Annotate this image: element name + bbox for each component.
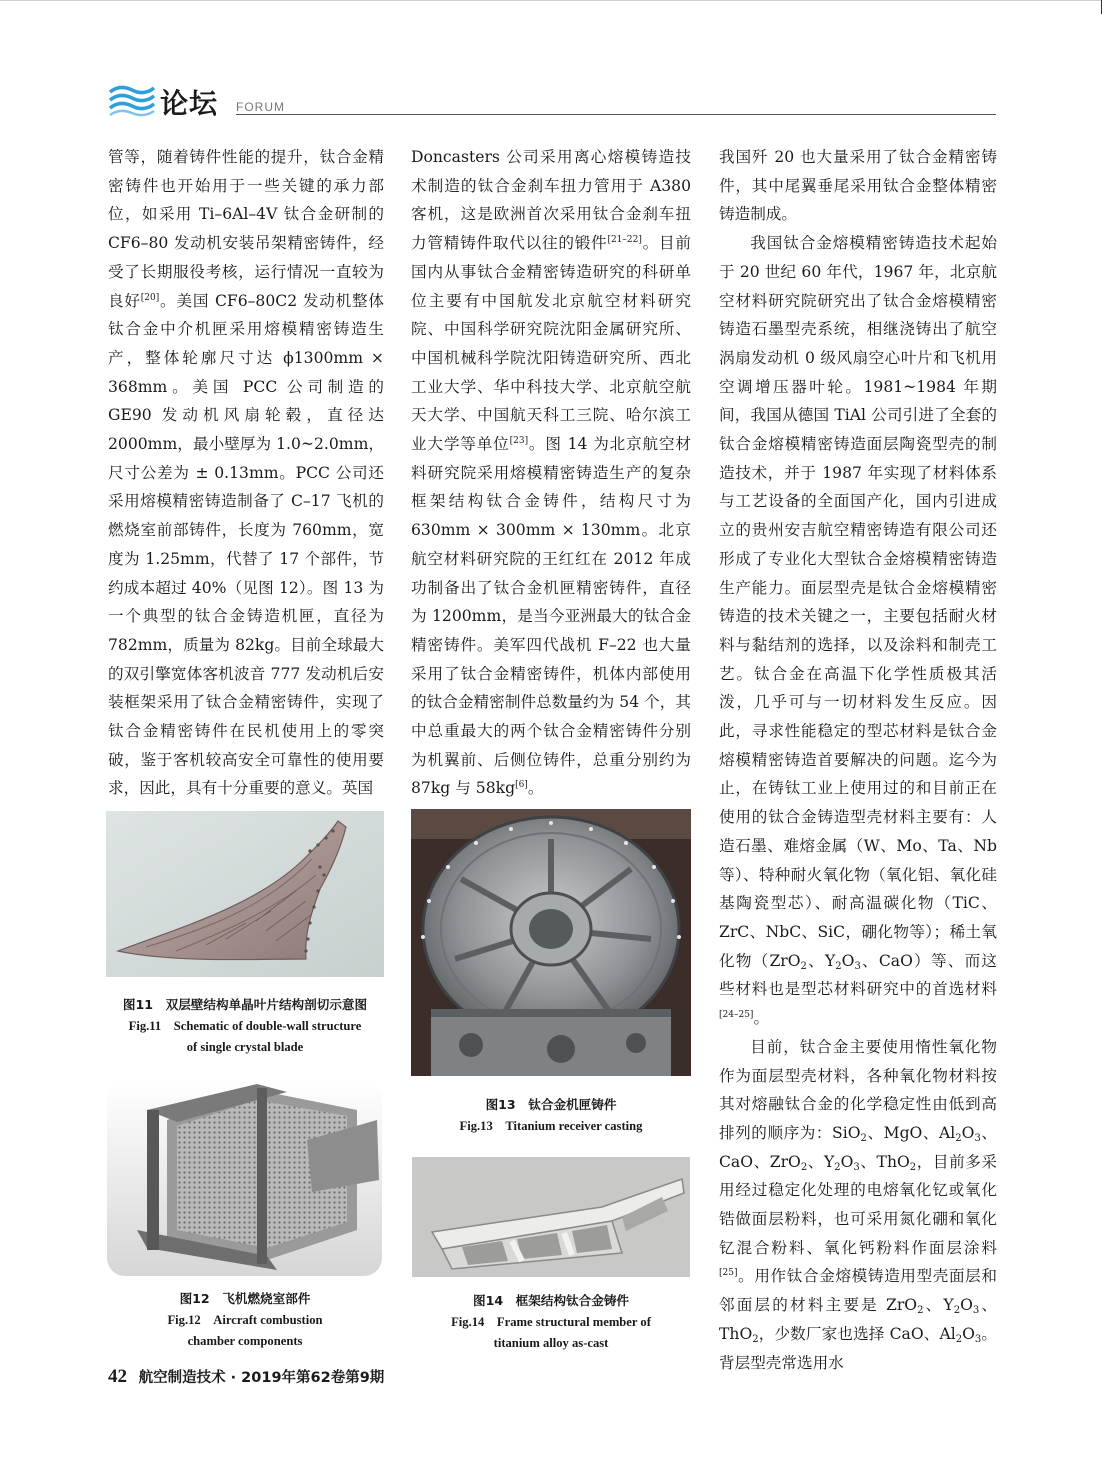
paragraph: 我国歼 20 也大量采用了钛合金精密铸件，其中尾翼垂尾采用钛合金整体精密铸造制成。 — [719, 148, 997, 224]
citation: [21–22] — [607, 235, 642, 246]
header-rule — [236, 114, 996, 115]
wave-logo-icon — [108, 82, 156, 118]
citation: [23] — [509, 436, 529, 447]
paragraph: Doncasters 公司采用离心熔模铸造技术制造的钛合金刹车扭力管用于 A380 客机，这是欧洲首次采用钛合金刹车扭力管精铸件取代以往的锻件[21–22]。目前国内从事钛合金精密铸造研究的科研单位主要有中国航发北京航空材料研究院、中国科学研究院沈阳金属研究所、中国机械科学院沈阳铸造研究所、西北工业大学、华中科技大学、北京航空航天大学、中国航天科工三院、哈尔滨工业大学等单位[23]。图 14 为北京航空材料研究院采用熔模精密铸造生产的复杂框架结构钛合金铸件，结构尺寸为 630mm × 300mm × 130mm。北京航空材料研究院的王红红在 2012 年成功制备出了钛合金机匣精密铸件，直径为 1200mm，是当今亚洲最大的钛合金精密铸件。美军四代战机 F–22 也大量采用了钛合金精密铸件，机体内部使用的钛合金精密制件总数量约为 54 个，其中总重最大的两个钛合金精密铸件分别为机翼前、后侧位铸件，总重分别约为 87kg 与 58kg[6]。 — [411, 148, 691, 798]
paragraph: 我国钛合金熔模精密铸造技术起始于 20 世纪 60 年代，1967 年，北京航空材料研究院研究出了钛合金熔模精密铸造石墨型壳系统，相继浇铸出了航空涡扇发动机 0 级风扇空心叶片和飞机用空调增压器叶轮。1981~1984 年期间，我国从德国 TiAl 公司引进了全套的钛合金熔模精密铸造面层陶瓷型壳的制造技术，并于 1987 年实现了材料体系与工艺设备的全面国产化，国内引进成立的贵州安吉航空精密铸造有限公司还形成了专业化大型钛合金熔模精密铸造生产能力。面层型壳是钛合金熔模精密铸造的技术关键之一，主要包括耐火材料与黏结剂的选择，以及涂料和制壳工艺。钛合金在高温下化学性质极其活泼，几乎可与一切材料发生反应。因此，寻求性能稳定的型芯材料是钛合金熔模精密铸造首要解决的问题。迄今为止，在铸钛工业上使用过的和目前正在使用的钛合金铸造型壳材料主要有：人造石墨、难熔金属（W、Mo、Ta、Nb 等）、特种耐火氧化物（氧化铝、氧化硅基陶瓷型芯）、耐高温碳化物（TiC、ZrC、NbC、SiC，硼化物等）；稀土氧化物（ZrO$_2$、$Y_2O_3$、CaO）等、而这些材料也是型芯材料研究中的首选材料[24–25]。 — [719, 234, 998, 1028]
page-number: 42 — [108, 1366, 127, 1387]
figure-11-caption: 图11 双层壁结构单晶叶片结构剖切示意图 Fig.11 Schematic of double-wall structure of single crystal blade — [122, 997, 368, 1054]
figure-14-image — [412, 1157, 690, 1277]
section-title: 论坛 — [160, 87, 219, 120]
paragraph: 目前，钛合金主要使用惰性氧化物作为面层型壳材料，各种氧化物材料按其对熔融钛合金的化学稳定性由低到高排列的顺序为：SiO$_2$、MgO、$Al_2O_3$、CaO、ZrO$_2$、$Y_2O_3$、ThO$_2$，目前多采用经过稳定化处理的电熔氧化钇或氧化锆做面层粉料，也可采用氮化硼和氧化钇混合粉料、氧化钙粉料作面层涂料[25]。用作钛合金熔模铸造用型壳面层和邻面层的材料主要是 ZrO$_2$、$Y_2O_3$、ThO$_2$，少数厂家也选择 CaO、$Al_2O_3$。背层型壳常选用水 — [719, 1037, 997, 1372]
text-column-1 — [108, 143, 384, 803]
citation: [6] — [515, 780, 528, 791]
paragraph: 管等，随着铸件性能的提升，钛合金精密铸件也开始用于一些关键的承力部位，如采用 Ti–6Al–4V 钛合金研制的 CF6–80 发动机安装吊架精密铸件，经受了长期服役考核，运行情况一直较为良好[20]。美国 CF6–80C2 发动机整体钛合金中介机匣采用熔模精密铸造生产，整体轮廓尺寸达 ϕ1300mm × 368mm。美国 PCC 公司制造的 GE90 发动机风扇轮毂，直径达 2000mm，最小壁厚为 1.0~2.0mm，尺寸公差为 ± 0.13mm。PCC 公司还采用熔模精密铸造制备了 C–17 飞机的燃烧室前部铸件，长度为 760mm，宽度为 1.25mm，代替了 17 个部件，节约成本超过 40%（见图 12）。图 13 为一个典型的钛合金铸造机匣，直径为 782mm，质量为 82kg。目前全球最大的双引擎宽体客机波音 777 发动机后安装框架采用了钛合金精密铸件，实现了钛合金精密铸件在民机使用上的零突破，鉴于客机较高安全可靠性的使用要求，因此，具有十分重要的意义。英国 — [108, 148, 384, 798]
figure-12-image — [107, 1080, 382, 1276]
figure-12-caption: 图12 飞机燃烧室部件 Fig.12 Aircraft combustion chamber components — [167, 1291, 323, 1348]
figure-13-caption: 图13 钛合金机匣铸件 Fig.13 Titanium receiver casting — [459, 1097, 643, 1133]
text-column-3 — [719, 143, 997, 1377]
citation: [25] — [719, 1268, 738, 1279]
citation: [24–25] — [719, 1010, 754, 1021]
text-column-2 — [411, 143, 691, 803]
figure-14-caption: 图14 框架结构钛合金铸件 Fig.14 Frame structural member of titanium alloy as-cast — [451, 1293, 651, 1350]
citation: [20] — [140, 292, 160, 303]
figure-11-image — [106, 811, 384, 977]
section-subtitle: FORUM — [236, 100, 285, 114]
section-header — [108, 82, 998, 122]
top-rule — [0, 0, 1102, 1]
figure-13-image — [411, 809, 691, 1076]
page-footer — [108, 1366, 384, 1388]
journal-name: 航空制造技术 · 2019年第62卷第9期 — [138, 1370, 385, 1386]
